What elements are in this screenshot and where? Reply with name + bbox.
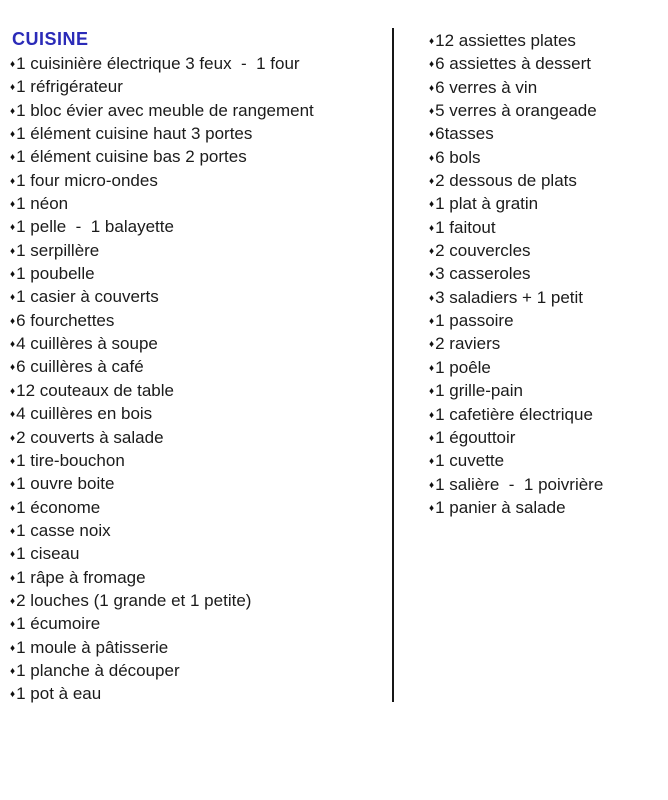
diamond-bullet-icon: ♦: [10, 549, 16, 561]
diamond-bullet-icon: ♦: [429, 339, 435, 351]
item-label: 1 économe: [16, 497, 101, 517]
item-label: 1 cuisinière électrique 3 feux - 1 four: [16, 54, 300, 73]
diamond-bullet-icon: ♦: [429, 362, 435, 374]
list-item: [10, 192, 385, 215]
list-item: [10, 612, 385, 635]
diamond-bullet-icon: ♦: [429, 479, 435, 491]
item-label: 1 panier à salade: [435, 497, 566, 517]
item-label: 1 poubelle: [16, 264, 95, 284]
list-item: [429, 146, 664, 169]
item-label: 1 salière - 1 poivrière: [435, 474, 604, 494]
diamond-bullet-icon: ♦: [10, 525, 16, 537]
list-item: [10, 99, 385, 122]
list-item: [429, 169, 664, 192]
list-item: [10, 239, 385, 262]
diamond-bullet-icon: ♦: [10, 152, 16, 164]
list-item: [10, 449, 385, 472]
list-item: [429, 356, 664, 379]
list-item: [10, 402, 385, 425]
list-item: [10, 496, 385, 519]
diamond-bullet-icon: ♦: [10, 572, 16, 584]
diamond-bullet-icon: ♦: [10, 595, 16, 607]
item-label: 4 cuillères à soupe: [16, 334, 158, 354]
diamond-bullet-icon: ♦: [429, 432, 435, 444]
item-label: 2 couverts à salade: [16, 427, 164, 447]
item-label: 1 râpe à fromage: [16, 567, 146, 587]
item-label: 5 verres à orangeade: [435, 101, 597, 121]
list-item: [429, 76, 664, 99]
item-label: 4 cuillères en bois: [16, 404, 153, 424]
item-label: 1 grille-pain: [435, 381, 523, 401]
item-label: 1 cafetière électrique: [435, 404, 593, 424]
list-item: [10, 379, 385, 402]
list-item: [429, 286, 664, 309]
left-column-list: [10, 52, 385, 706]
item-label: 1 pelle - 1 balayette: [16, 217, 174, 237]
item-label: 1 pot à eau: [16, 684, 102, 704]
list-item: [10, 542, 385, 565]
list-item: [429, 426, 664, 449]
item-label: 1 casier à couverts: [16, 287, 159, 307]
list-item: [429, 309, 664, 332]
item-label: 6tasses: [435, 124, 494, 144]
diamond-bullet-icon: ♦: [429, 316, 435, 328]
item-label: 3 saladiers + 1 petit: [435, 287, 584, 307]
item-label: 3 casseroles: [435, 264, 531, 284]
list-item: [10, 332, 385, 355]
diamond-bullet-icon: ♦: [10, 619, 16, 631]
list-item: [10, 682, 385, 705]
diamond-bullet-icon: ♦: [429, 129, 435, 141]
diamond-bullet-icon: ♦: [429, 269, 435, 281]
item-label: 1 néon: [16, 194, 69, 214]
list-item: [10, 145, 385, 168]
diamond-bullet-icon: ♦: [429, 246, 435, 258]
list-item: [10, 262, 385, 285]
diamond-bullet-icon: ♦: [10, 292, 16, 304]
diamond-bullet-icon: ♦: [10, 245, 16, 257]
diamond-bullet-icon: ♦: [10, 665, 16, 677]
item-label: 1 planche à découper: [16, 660, 180, 680]
list-item: [429, 496, 664, 519]
item-label: 1 écumoire: [16, 614, 101, 634]
diamond-bullet-icon: ♦: [10, 222, 16, 234]
list-item: [10, 659, 385, 682]
list-item: [429, 449, 664, 472]
item-label: 1 cuvette: [435, 451, 505, 471]
diamond-bullet-icon: ♦: [429, 36, 435, 47]
item-label: 2 couvercles: [435, 241, 531, 261]
diamond-bullet-icon: ♦: [10, 199, 16, 211]
list-item: [429, 192, 664, 215]
diamond-bullet-icon: ♦: [10, 409, 16, 421]
item-label: 1 moule à pâtisserie: [16, 637, 169, 657]
diamond-bullet-icon: ♦: [429, 176, 435, 188]
item-label: 12 assiettes plates: [435, 31, 576, 50]
list-item: [429, 122, 664, 145]
item-label: 1 égouttoir: [435, 427, 516, 447]
diamond-bullet-icon: ♦: [429, 292, 435, 304]
item-label: 1 élément cuisine haut 3 portes: [16, 124, 253, 144]
diamond-bullet-icon: ♦: [10, 105, 16, 117]
item-label: 2 dessous de plats: [435, 171, 577, 191]
column-divider: [392, 28, 394, 702]
item-label: 1 plat à gratin: [435, 194, 539, 214]
diamond-bullet-icon: ♦: [429, 152, 435, 164]
list-item: [10, 426, 385, 449]
list-item: [10, 285, 385, 308]
item-label: 6 verres à vin: [435, 77, 538, 97]
list-item: [10, 309, 385, 332]
diamond-bullet-icon: ♦: [10, 59, 16, 70]
diamond-bullet-icon: ♦: [10, 129, 16, 141]
diamond-bullet-icon: ♦: [10, 175, 16, 187]
diamond-bullet-icon: ♦: [429, 82, 435, 94]
right-column-list: [429, 29, 664, 519]
list-item: [10, 75, 385, 98]
list-item: [429, 473, 664, 496]
list-item: [429, 403, 664, 426]
item-label: 1 poêle: [435, 357, 491, 377]
diamond-bullet-icon: ♦: [429, 456, 435, 468]
diamond-bullet-icon: ♦: [10, 362, 16, 374]
list-item: [429, 52, 664, 75]
item-label: 1 passoire: [435, 311, 514, 331]
list-item: [10, 52, 385, 75]
diamond-bullet-icon: ♦: [10, 689, 16, 701]
diamond-bullet-icon: ♦: [429, 59, 435, 71]
diamond-bullet-icon: ♦: [429, 386, 435, 398]
diamond-bullet-icon: ♦: [10, 502, 16, 514]
diamond-bullet-icon: ♦: [10, 269, 16, 281]
item-label: 1 bloc évier avec meuble de rangement: [16, 100, 314, 120]
item-label: 1 faitout: [435, 217, 496, 237]
list-item: [10, 215, 385, 238]
item-label: 1 serpillère: [16, 240, 100, 260]
list-item: [10, 169, 385, 192]
list-item: [10, 566, 385, 589]
diamond-bullet-icon: ♦: [429, 199, 435, 211]
diamond-bullet-icon: ♦: [10, 432, 16, 444]
list-item: [429, 332, 664, 355]
list-item: [10, 355, 385, 378]
item-label: 1 casse noix: [16, 520, 111, 540]
diamond-bullet-icon: ♦: [429, 222, 435, 234]
item-label: 1 réfrigérateur: [16, 77, 123, 97]
list-item: [429, 216, 664, 239]
page-title: CUISINE: [12, 29, 89, 49]
diamond-bullet-icon: ♦: [10, 315, 16, 327]
item-label: 12 couteaux de table: [16, 380, 174, 400]
diamond-bullet-icon: ♦: [10, 479, 16, 491]
list-item: [429, 29, 664, 52]
diamond-bullet-icon: ♦: [10, 339, 16, 351]
diamond-bullet-icon: ♦: [429, 502, 435, 514]
list-item: [429, 239, 664, 262]
list-item: [10, 519, 385, 542]
list-item: [10, 636, 385, 659]
list-item: [429, 99, 664, 122]
item-label: 1 élément cuisine bas 2 portes: [16, 147, 247, 167]
list-item: [10, 472, 385, 495]
item-label: 1 ouvre boite: [16, 474, 115, 494]
item-label: 6 fourchettes: [16, 310, 115, 330]
diamond-bullet-icon: ♦: [10, 455, 16, 467]
list-item: [429, 262, 664, 285]
list-item: [10, 122, 385, 145]
item-label: 2 raviers: [435, 334, 501, 354]
item-label: 2 louches (1 grande et 1 petite): [16, 590, 252, 610]
diamond-bullet-icon: ♦: [10, 642, 16, 654]
item-label: 6 cuillères à café: [16, 357, 144, 377]
diamond-bullet-icon: ♦: [10, 385, 16, 397]
diamond-bullet-icon: ♦: [10, 82, 16, 94]
list-item: [10, 589, 385, 612]
list-item: [429, 379, 664, 402]
item-label: 1 ciseau: [16, 544, 80, 564]
diamond-bullet-icon: ♦: [429, 409, 435, 421]
item-label: 1 tire-bouchon: [16, 450, 125, 470]
diamond-bullet-icon: ♦: [429, 106, 435, 118]
item-label: 1 four micro-ondes: [16, 170, 158, 190]
item-label: 6 bols: [435, 147, 481, 167]
item-label: 6 assiettes à dessert: [435, 54, 592, 74]
